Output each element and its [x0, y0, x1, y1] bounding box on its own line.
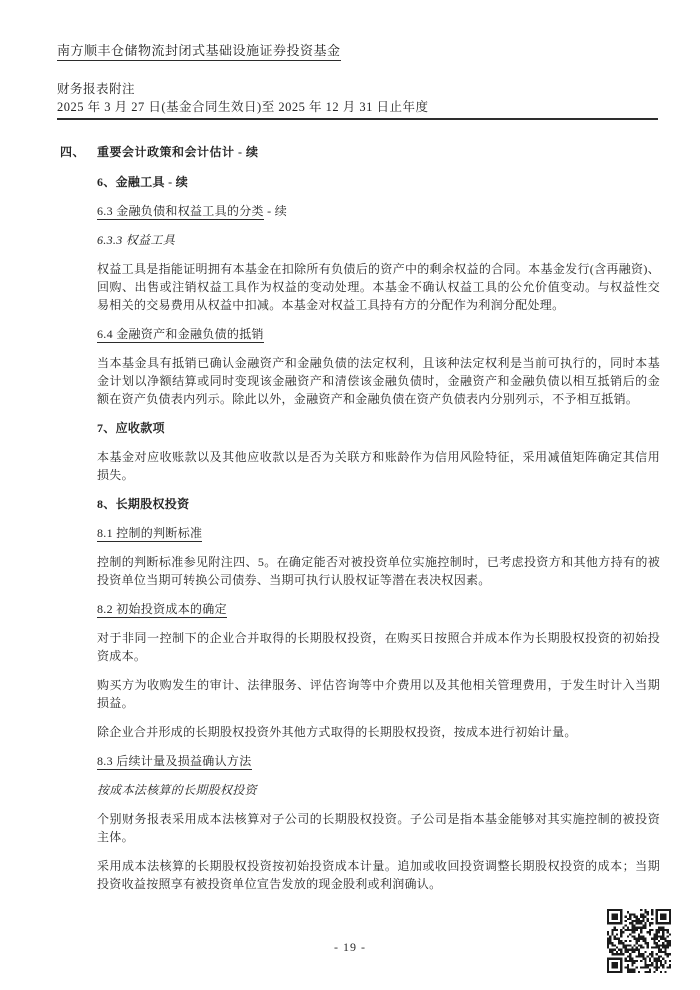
heading-label: 6.3 金融负债和权益工具的分类: [97, 204, 264, 218]
qr-code-icon: [607, 909, 671, 973]
heading-label: 8.1 控制的判断标准: [97, 526, 203, 540]
heading-label: 6.4 金融资产和金融负债的抵销: [97, 327, 264, 341]
subsection-heading-6: [97, 173, 660, 191]
paragraph: 采用成本法核算的长期股权投资按初始投资成本计量。追加或收回投资调整长期股权投资的成本；当期投资收益按照享有被投资单位宣告发放的现金股利或利润确认。: [97, 859, 660, 891]
heading-label: 6、金融工具: [97, 175, 165, 189]
subsection-heading-8-2: [97, 600, 660, 618]
heading-label: 8.3 后续计量及损益确认方法: [97, 754, 252, 768]
heading-suffix: - 续: [164, 175, 189, 189]
subsection-heading-6-4: [97, 325, 660, 343]
heading-suffix: - 续: [263, 204, 288, 218]
paragraph: 权益工具是指能证明拥有本基金在扣除所有负债后的资产中的剩余权益的合同。本基金发行(含再融资)、回购、出售或注销权益工具作为权益的变动处理。本基金不确认权益工具的公允价值变动。与权益性交易相关的交易费用从权益中扣减。本基金对权益工具持有方的分配作为利润分配处理。: [97, 262, 660, 312]
heading-label: 8.2 初始投资成本的确定: [97, 602, 227, 616]
section-heading: [60, 143, 660, 161]
paragraph: 对于非同一控制下的企业合并取得的长期股权投资，在购买日按照合并成本作为长期股权投资的初始投资成本。: [97, 631, 660, 663]
section-number: 四、: [60, 145, 86, 159]
paragraph: 除企业合并形成的长期股权投资外其他方式取得的长期股权投资，按成本进行初始计量。: [97, 725, 577, 739]
page-number: - 19 -: [334, 940, 366, 954]
subsection-heading-8-3: [97, 752, 660, 770]
paragraph: 个别财务报表采用成本法核算对子公司的长期股权投资。子公司是指本基金能够对其实施控制的被投资主体。: [97, 812, 660, 844]
notes-content: [60, 143, 660, 904]
notes-subtitle: 财务报表附注: [57, 82, 136, 96]
paragraph: 购买方为收购发生的审计、法律服务、评估咨询等中介费用以及其他相关管理费用，于发生时计入当期损益。: [97, 678, 660, 710]
subsection-heading-6-3: [97, 202, 660, 220]
paragraph: 控制的判断标准参见附注四、5。在确定能否对被投资单位实施控制时，已考虑投资方和其他方持有的被投资单位当期可转换公司债券、当期可执行认股权证等潜在表决权因素。: [97, 555, 660, 587]
subsection-heading-8-1: [97, 524, 660, 542]
fund-title: 南方顺丰仓储物流封闭式基础设施证券投资基金: [57, 40, 341, 61]
paragraph: 本基金对应收账款以及其他应收款以是否为关联方和账龄作为信用风险特征，采用减值矩阵确定其信用损失。: [97, 450, 660, 482]
subsection-heading-7: 7、应收款项: [97, 421, 165, 435]
section-title: 重要会计政策和会计估计 - 续: [97, 145, 259, 159]
paragraph: 当本基金具有抵销已确认金融资产和金融负债的法定权利，且该种法定权利是当前可执行的，同时本基金计划以净额结算或同时变现该金融资产和清偿该金融负债时，金融资产和金融负债以相互抵销后的金额在资产负债表内列示。除此以外，金融资产和金融负债在资产负债表内分别列示，不予相互抵销。: [97, 356, 660, 406]
subsection-heading-cost-method: 按成本法核算的长期股权投资: [97, 783, 257, 797]
subsection-heading-6-3-3: 6.3.3 权益工具: [97, 233, 176, 247]
subsection-heading-8: 8、长期股权投资: [97, 497, 190, 511]
reporting-period: 2025 年 3 月 27 日(基金合同生效日)至 2025 年 12 月 31 日止年度: [57, 97, 658, 120]
